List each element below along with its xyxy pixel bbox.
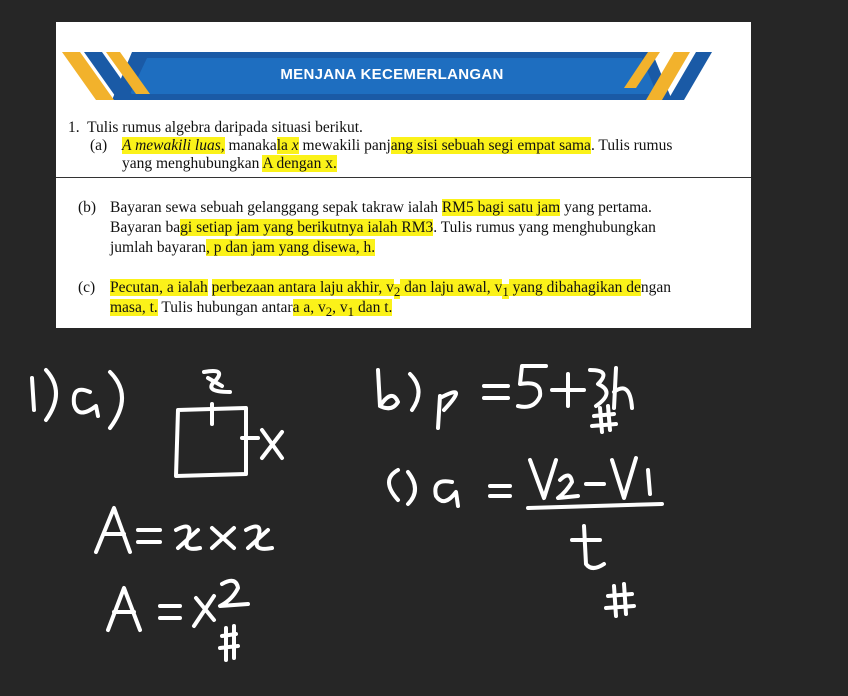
- part-b-line2: Bayaran bagi setiap jam yang berikutnya ialah RM3. Tulis rumus yang menghubungkan: [110, 219, 656, 236]
- part-c-label: (c): [78, 279, 96, 296]
- question-instruction: 1. Tulis rumus algebra daripada situasi berikut.: [68, 119, 363, 136]
- part-c-line1: Pecutan, a ialah perbezaan antara laju akhir, $v_2$ dan laju awal, $v_1$ yang dibahagikan dengan: [110, 279, 672, 300]
- part-b-label: (b): [78, 199, 97, 216]
- part-b-line1: Bayaran sewa sebuah gelanggang sepak takraw ialah RM5 bagi satu jam yang pertama.: [110, 199, 652, 216]
- part-a-label: (a): [90, 137, 108, 154]
- part-c-line2: masa, t. Tulis hubungan antara a, $v_2$, $v_1$ dan t.: [110, 299, 393, 320]
- banner-title: MENJANA KECEMERLANGAN: [280, 66, 504, 83]
- part-b-line3: jumlah bayaran, p dan jam yang disewa, h.: [110, 239, 376, 256]
- part-a-line2: yang menghubungkan A dengan x.: [122, 155, 337, 172]
- part-a-line1: A mewakili luas, manakala x mewakili panjang sisi sebuah segi empat sama. Tulis rumus: [122, 137, 673, 154]
